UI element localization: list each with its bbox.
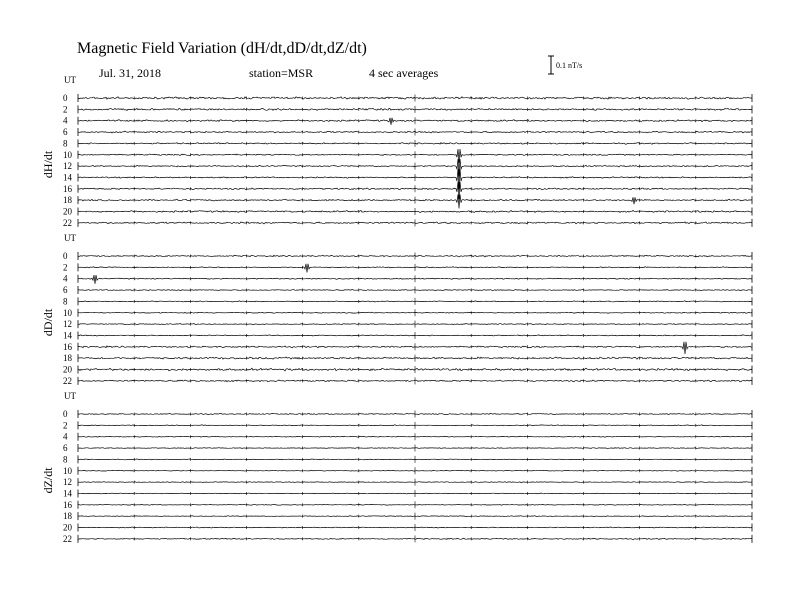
- ut-label: UT: [64, 233, 76, 243]
- panels-group: [41, 75, 752, 544]
- row-label: 22: [63, 217, 72, 228]
- row-label: 16: [63, 341, 72, 352]
- panel-dZ-dt: [41, 391, 752, 544]
- row-label: 20: [63, 364, 72, 375]
- row-label: 10: [63, 149, 72, 160]
- panel-ylabel: dD/dt: [41, 308, 55, 337]
- row-label: 16: [63, 183, 72, 194]
- row-label: 12: [63, 477, 72, 488]
- row-label: 8: [63, 454, 68, 465]
- row-label: 6: [63, 443, 68, 454]
- row-label: 4: [63, 431, 68, 442]
- row-label: 10: [63, 307, 72, 318]
- chart-title: Magnetic Field Variation (dH/dt,dD/dt,dZ/dt): [77, 40, 367, 57]
- row-label: 14: [63, 172, 72, 183]
- row-label: 14: [63, 330, 72, 341]
- row-label: 0: [63, 93, 68, 103]
- row-label: 8: [63, 138, 68, 149]
- row-label: 4: [63, 273, 68, 284]
- row-label: 0: [63, 409, 68, 419]
- ut-label: UT: [64, 391, 76, 401]
- averaging-label: 4 sec averages: [369, 66, 439, 80]
- panel-dD-dt: [41, 233, 752, 386]
- row-label: 18: [63, 511, 72, 522]
- row-label: 8: [63, 296, 68, 307]
- row-label: 2: [63, 262, 68, 273]
- row-label: 10: [63, 465, 72, 476]
- panel-ylabel: dH/dt: [41, 150, 55, 179]
- row-label: 4: [63, 115, 68, 126]
- ut-label: UT: [64, 75, 76, 85]
- scale-bar: [548, 56, 582, 74]
- row-label: 12: [63, 319, 72, 330]
- row-label: 22: [63, 375, 72, 386]
- row-label: 12: [63, 161, 72, 172]
- row-label: 6: [63, 127, 68, 138]
- row-label: 2: [63, 104, 68, 115]
- row-label: 6: [63, 285, 68, 296]
- panel-dH-dt: [41, 75, 752, 228]
- row-label: 20: [63, 206, 72, 217]
- row-label: 2: [63, 420, 68, 431]
- row-label: 20: [63, 522, 72, 533]
- panel-ylabel: dZ/dt: [41, 467, 55, 494]
- date-label: Jul. 31, 2018: [99, 66, 162, 80]
- station-label: station=MSR: [249, 66, 314, 80]
- row-label: 14: [63, 488, 72, 499]
- row-label: 0: [63, 251, 68, 261]
- row-label: 16: [63, 499, 72, 510]
- row-label: 22: [63, 533, 72, 544]
- row-label: 18: [63, 195, 72, 206]
- row-label: 18: [63, 353, 72, 364]
- scale-bar-label: 0.1 nT/s: [556, 61, 583, 70]
